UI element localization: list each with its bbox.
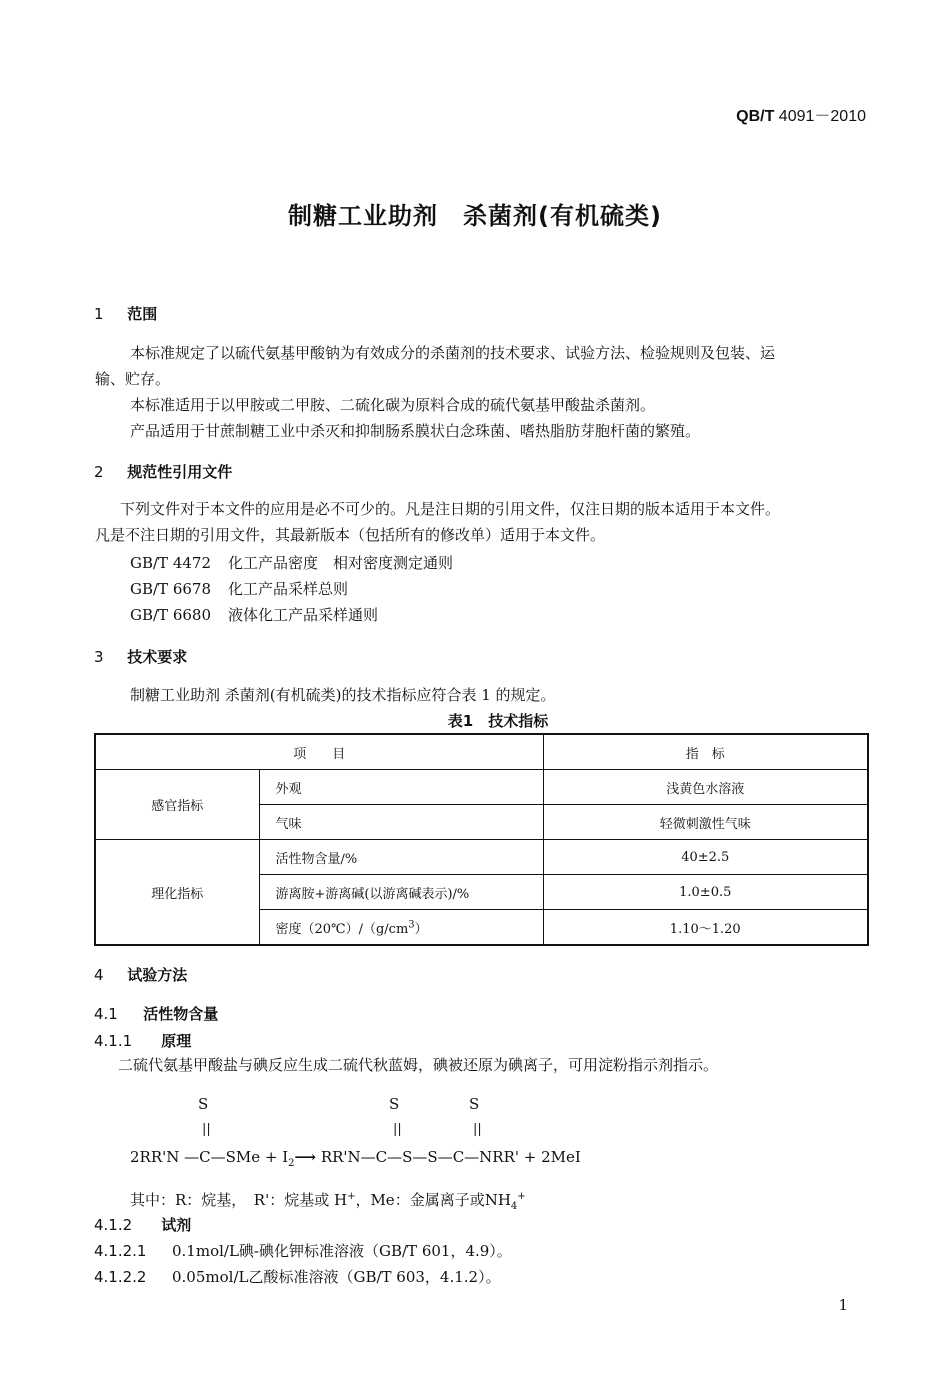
reaction-arrow: ⟶ (294, 1148, 317, 1166)
item-superscript: 3 (408, 919, 415, 931)
note-text-2: ，Me：金属离子或NH (355, 1191, 511, 1209)
reagent-item (94, 1267, 501, 1287)
iodine-subscript: 2 (288, 1158, 295, 1169)
reagent-number: 4.1.2.1 (94, 1242, 147, 1260)
document-title: 制糖工业助剂 杀菌剂(有机硫类) (288, 202, 662, 230)
section-1-paragraph-1-line-1: 本标准规定了以硫代氨基甲酸钠为有效成分的杀菌剂的技术要求、试验方法、检验规则及包装、运 (130, 344, 776, 362)
table-row (95, 840, 868, 875)
section-1-heading (94, 303, 157, 324)
formula-note (130, 1187, 526, 1217)
section-number: 4.1 (94, 1005, 118, 1023)
table-row (95, 770, 868, 805)
reactants: 2RR'N —C—SMe + I (130, 1148, 289, 1166)
group-cell: 理化指标 (95, 840, 259, 946)
section-title: 试剂 (161, 1216, 192, 1234)
formula-sulfur-1: S (198, 1095, 209, 1113)
section-2-paragraph-line-2: 凡是不注日期的引用文件，其最新版本（包括所有的修改单）适用于本文件。 (95, 526, 606, 544)
note-text-1: 其中：R：烷基， R'：烷基或 H (130, 1191, 348, 1209)
reference-code: GB/T 6678 (130, 580, 212, 598)
section-1-paragraph-3: 产品适用于甘蔗制糖工业中杀灭和抑制肠系膜状白念珠菌、嗜热脂肪芽胞杆菌的繁殖。 (130, 422, 701, 440)
reference-name: 化工产品密度 相对密度测定通则 (228, 554, 454, 572)
item-cell (259, 910, 543, 946)
note-subscript: 4 (510, 1201, 518, 1212)
principle-text: 二硫代氨基甲酸盐与碘反应生成二硫代秋蓝姆，碘被还原为碘离子，可用淀粉指示剂指示。 (118, 1056, 719, 1074)
value-cell: 1.10～1.20 (543, 910, 868, 946)
reagent-number: 4.1.2.2 (94, 1268, 147, 1286)
section-title: 原理 (161, 1032, 192, 1050)
formula-double-bond-3: || (473, 1122, 482, 1137)
reagent-text: 0.1mol/L碘-碘化钾标准溶液（GB/T 601，4.9）。 (172, 1242, 512, 1260)
reference-item (130, 579, 348, 599)
section-number: 4.1.2 (94, 1216, 133, 1234)
formula-sulfur-2: S (389, 1095, 400, 1113)
header-item-cell: 项 目 (95, 734, 543, 770)
value-cell: 40±2.5 (543, 840, 868, 875)
section-1-paragraph-2: 本标准适用于以甲胺或二甲胺、二硫化碳为原料合成的硫代氨基甲酸盐杀菌剂。 (130, 396, 656, 414)
item-text: 密度（20℃）/（g/cm (275, 921, 409, 937)
reference-name: 化工产品采样总则 (228, 580, 349, 598)
item-tail: ） (414, 921, 428, 937)
value-cell: 1.0±0.5 (543, 875, 868, 910)
item-cell: 外观 (259, 770, 543, 805)
section-number: 4 (94, 966, 104, 984)
section-2-heading (94, 461, 232, 482)
section-2-paragraph-line-1: 下列文件对于本文件的应用是必不可少的。凡是注日期的引用文件，仅注日期的版本适用于本文件。 (120, 500, 781, 518)
formula-double-bond-1: || (202, 1122, 211, 1137)
group-cell: 感官指标 (95, 770, 259, 840)
reaction-equation (130, 1148, 581, 1169)
item-cell: 气味 (259, 805, 543, 840)
value-cell: 浅黄色水溶液 (543, 770, 868, 805)
header-value-cell: 指 标 (543, 734, 868, 770)
technical-indicators-table (94, 733, 869, 946)
section-title: 技术要求 (127, 648, 188, 666)
section-title: 试验方法 (127, 966, 188, 984)
standard-number: 4091－2010 (778, 108, 866, 125)
products: RR'N—C—S—S—C—NRR' + 2MeI (316, 1148, 581, 1166)
section-title: 范围 (127, 305, 158, 323)
item-cell: 活性物含量/% (259, 840, 543, 875)
section-number: 3 (94, 648, 104, 666)
standard-code (736, 103, 866, 126)
reference-item (130, 605, 378, 625)
formula-double-bond-2: || (393, 1122, 402, 1137)
note-plus: + (347, 1191, 356, 1202)
section-4-1-1-heading (94, 1030, 191, 1051)
reference-code: GB/T 6680 (130, 606, 212, 624)
section-number: 4.1.1 (94, 1032, 133, 1050)
reference-name: 液体化工产品采样通则 (228, 606, 379, 624)
reagent-item (94, 1241, 512, 1261)
reagent-text: 0.05mol/L乙酸标准溶液（GB/T 603，4.1.2）。 (172, 1268, 501, 1286)
reference-code: GB/T 4472 (130, 554, 212, 572)
section-number: 2 (94, 463, 104, 481)
reference-item (130, 553, 453, 573)
section-4-heading (94, 964, 187, 985)
note-superscript: + (517, 1191, 526, 1202)
section-4-1-heading (94, 1003, 218, 1024)
formula-sulfur-3: S (469, 1095, 480, 1113)
section-title: 活性物含量 (143, 1005, 219, 1023)
standard-prefix: QB/T (736, 108, 775, 125)
section-4-1-2-heading (94, 1214, 191, 1235)
table-header-row (95, 734, 868, 770)
section-title: 规范性引用文件 (127, 463, 233, 481)
section-3-paragraph: 制糖工业助剂 杀菌剂(有机硫类)的技术指标应符合表 1 的规定。 (130, 686, 556, 704)
page-number: 1 (838, 1296, 848, 1314)
section-1-paragraph-1-line-2: 输、贮存。 (95, 370, 171, 388)
section-3-heading (94, 646, 187, 667)
item-cell: 游离胺+游离碱(以游离碱表示)/% (259, 875, 543, 910)
section-number: 1 (94, 305, 104, 323)
table-caption: 表1 技术指标 (447, 712, 549, 730)
value-cell: 轻微刺激性气味 (543, 805, 868, 840)
